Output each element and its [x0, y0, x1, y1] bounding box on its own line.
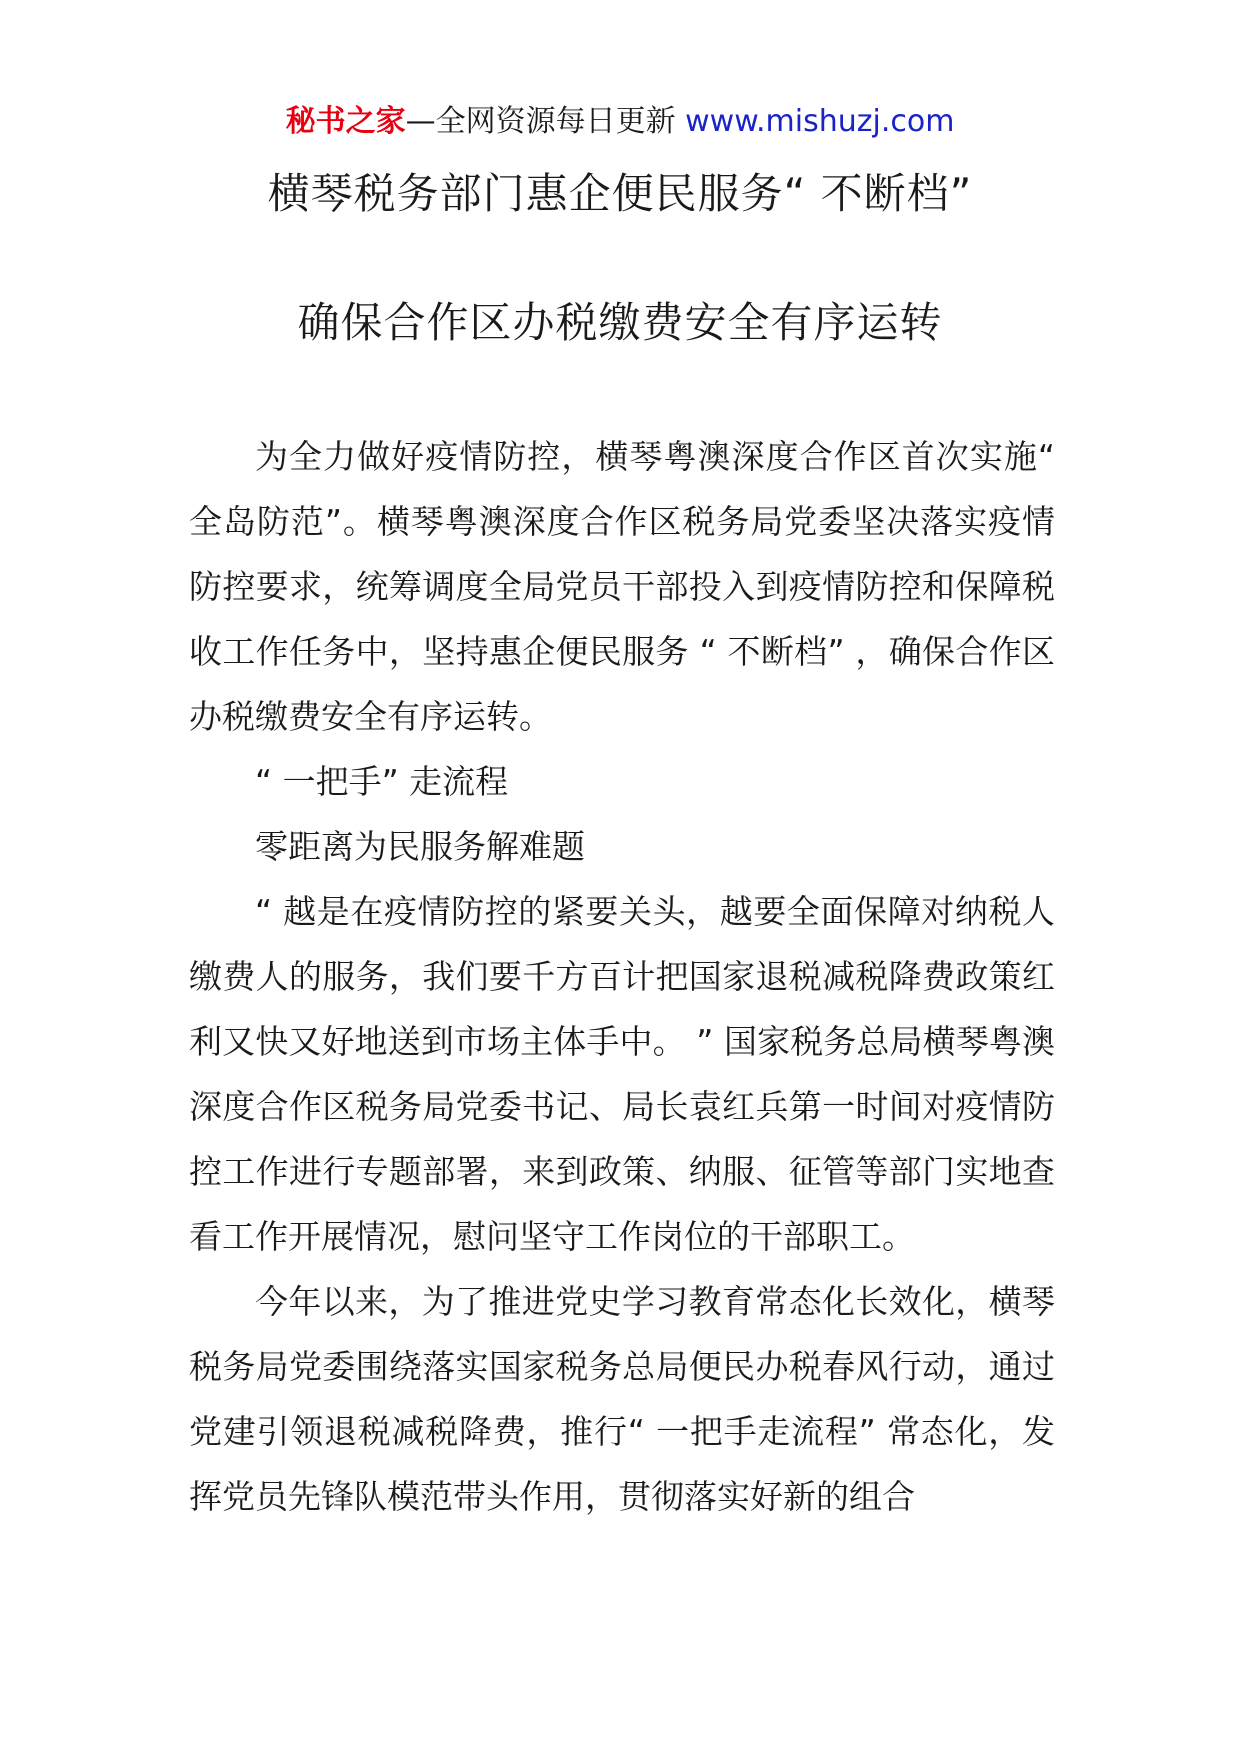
paragraph: “ 越是在疫情防控的紧要关头，越要全面保障对纳税人缴费人的服务，我们要千方百计把国家退税减税降费政策红利又快又好地送到市场主体手中。 ” 国家税务总局横琴粤澳深度合作区税务局党委书记、局长袁红兵第一时间对疫情防控工作进行专题部署，来到政策、纳服、征管等部门实地查看工作开展情况，慰问坚守工作岗位的干部职工。 [189, 892, 1055, 1256]
document-title-line-1: 横琴税务部门惠企便民服务“ 不断档” [267, 169, 973, 218]
section-heading: “ 一把手” 走流程 [255, 762, 509, 801]
watermark-slogan: —全网资源每日更新 [405, 104, 686, 139]
document-body [189, 424, 1055, 1529]
document-title-line-2: 确保合作区办税缴费安全有序运转 [297, 298, 943, 347]
watermark-brand: 秘书之家 [285, 104, 406, 139]
section-subheading: 零距离为民服务解难题 [255, 827, 585, 866]
paragraph: 为全力做好疫情防控，横琴粤澳深度合作区首次实施“ 全岛防范”。横琴粤澳深度合作区税务局党委坚决落实疫情防控要求，统筹调度全局党员干部投入到疫情防控和保障税收工作任务中，坚持惠企便民服务 “ 不断档” ，确保合作区办税缴费安全有序运转。 [189, 437, 1055, 736]
paragraph: 今年以来，为了推进党史学习教育常态化长效化，横琴税务局党委围绕落实国家税务总局便民办税春风行动，通过党建引领退税减税降费，推行“ 一把手走流程” 常态化，发挥党员先锋队模范带头作用，贯彻落实好新的组合 [189, 1282, 1055, 1516]
watermark-header [0, 100, 1240, 144]
watermark-url-link[interactable]: www.mishuzj.com [685, 104, 955, 139]
